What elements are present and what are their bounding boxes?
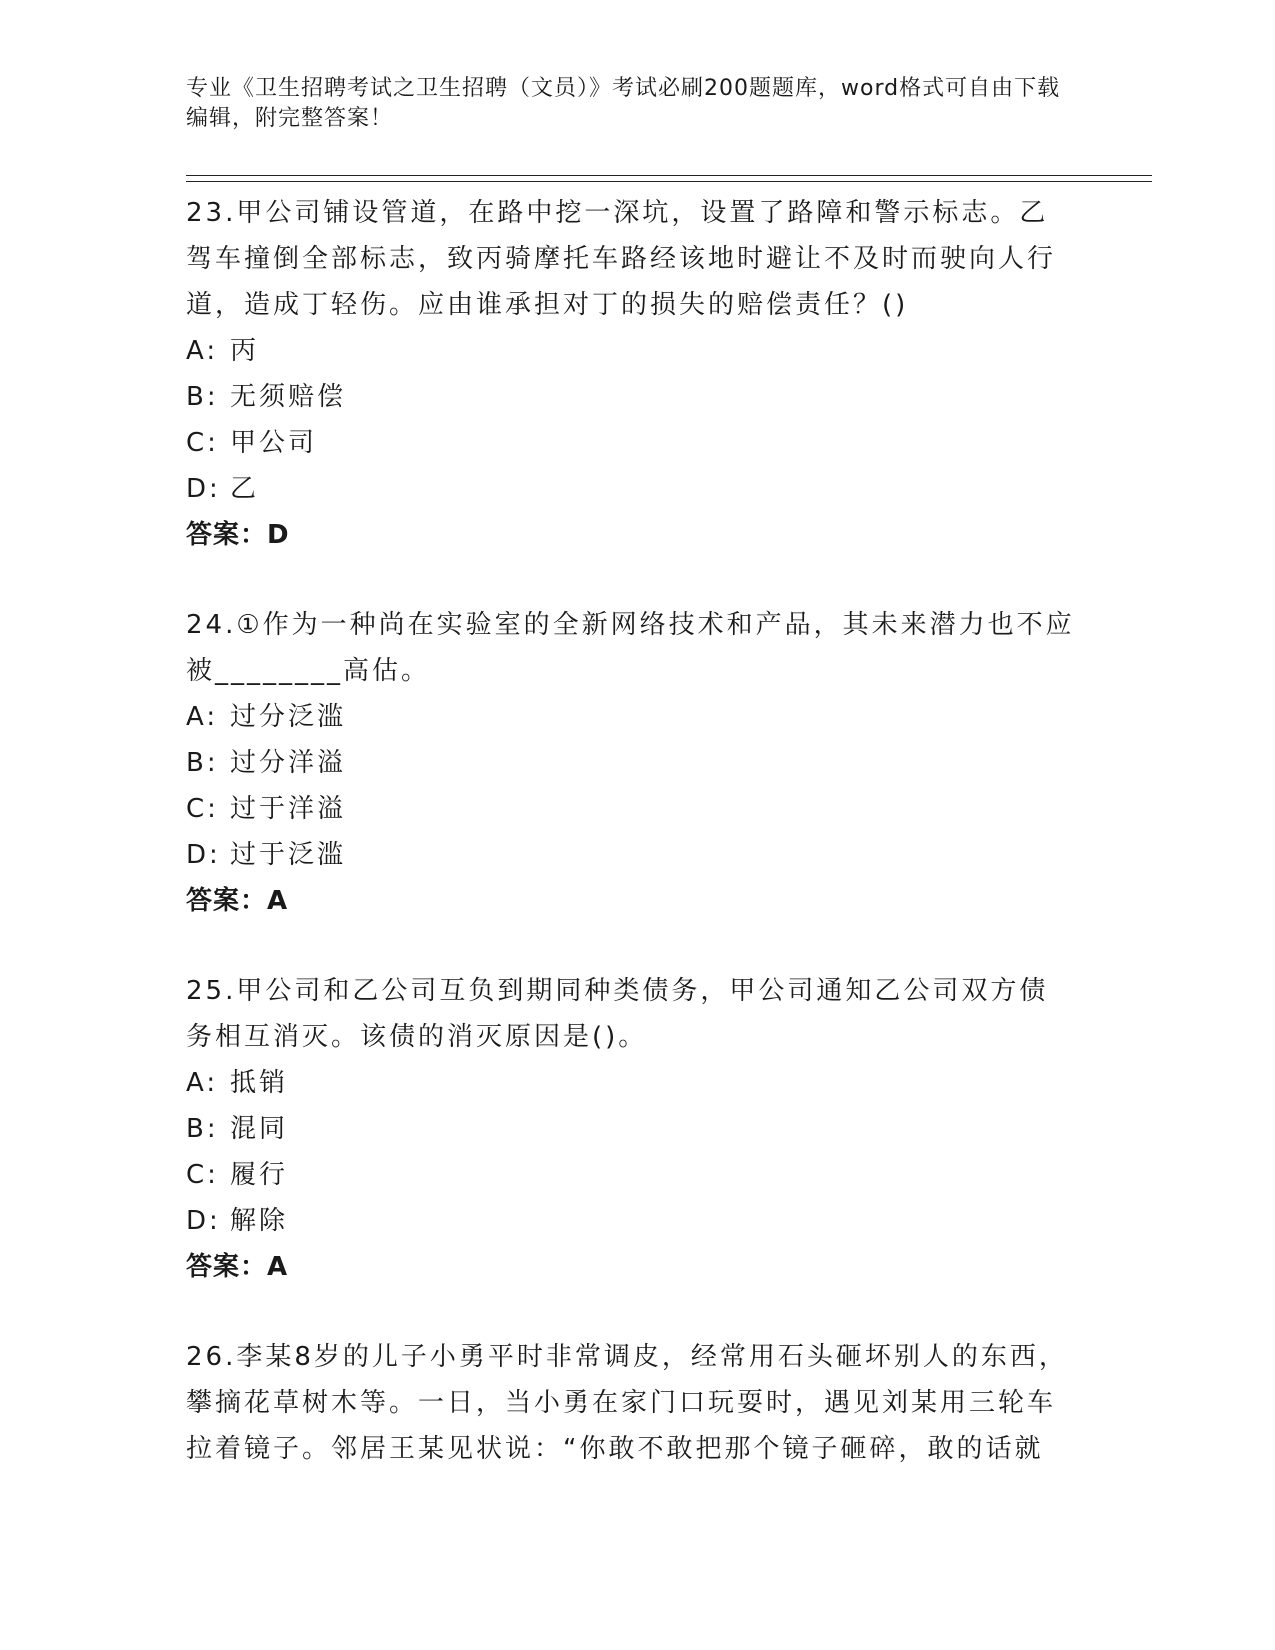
option-text: 甲公司 [230,428,318,458]
option-text: 过于泛滥 [230,840,347,870]
option-d [186,832,1076,878]
option-letter: D: [186,474,221,504]
option-text: 无须赔偿 [230,382,347,412]
question-23 [186,190,1076,558]
option-a [186,328,1076,374]
option-text: 丙 [230,336,260,366]
option-letter: C: [186,794,219,824]
answer-line: 答案：A [186,1252,289,1282]
question-stem: 23.甲公司铺设管道，在路中挖一深坑，设置了路障和警示标志。乙驾车撞倒全部标志，致丙骑摩托车路经该地时避让不及时而驶向人行道，造成丁轻伤。应由谁承担对丁的损失的赔偿责任？() [186,198,1057,320]
header-rule-top [186,175,1152,176]
option-a [186,1060,1076,1106]
option-letter: A: [186,702,219,732]
option-c [186,1152,1076,1198]
option-letter: A: [186,336,219,366]
question-stem: 25.甲公司和乙公司互负到期同种类债务，甲公司通知乙公司双方债务相互消灭。该债的消灭原因是()。 [186,976,1049,1052]
option-text: 过分泛滥 [230,702,347,732]
option-c [186,420,1076,466]
option-letter: B: [186,1114,219,1144]
question-26 [186,1334,1076,1472]
question-stem: 26.李某8岁的儿子小勇平时非常调皮，经常用石头砸坏别人的东西，攀摘花草树木等。一日，当小勇在家门口玩耍时，遇见刘某用三轮车拉着镜子。邻居王某见状说：“你敢不敢把那个镜子砸碎，敢的话就 [186,1342,1068,1464]
option-letter: C: [186,428,219,458]
option-b [186,740,1076,786]
option-text: 履行 [230,1160,289,1190]
option-text: 抵销 [230,1068,289,1098]
option-text: 过分洋溢 [230,748,347,778]
question-25 [186,968,1076,1290]
option-letter: D: [186,1206,221,1236]
option-letter: D: [186,840,221,870]
option-d [186,466,1076,512]
option-a [186,694,1076,740]
document-header: 专业《卫生招聘考试之卫生招聘（文员）》考试必刷200题题库，word格式可自由下载编辑，附完整答案！ [186,76,1061,131]
answer-line: 答案：D [186,520,290,550]
option-letter: B: [186,748,219,778]
question-24 [186,602,1076,924]
option-letter: A: [186,1068,219,1098]
option-text: 过于洋溢 [230,794,347,824]
option-b [186,374,1076,420]
option-letter: C: [186,1160,219,1190]
option-text: 乙 [230,474,260,504]
option-b [186,1106,1076,1152]
answer-line: 答案：A [186,886,289,916]
header-rule-bottom [186,181,1152,182]
option-letter: B: [186,382,219,412]
option-text: 解除 [230,1206,289,1236]
question-stem: 24.①作为一种尚在实验室的全新网络技术和产品，其未来潜力也不应被________高估。 [186,610,1075,686]
option-c [186,786,1076,832]
option-d [186,1198,1076,1244]
question-list [186,190,1076,1516]
option-text: 混同 [230,1114,289,1144]
